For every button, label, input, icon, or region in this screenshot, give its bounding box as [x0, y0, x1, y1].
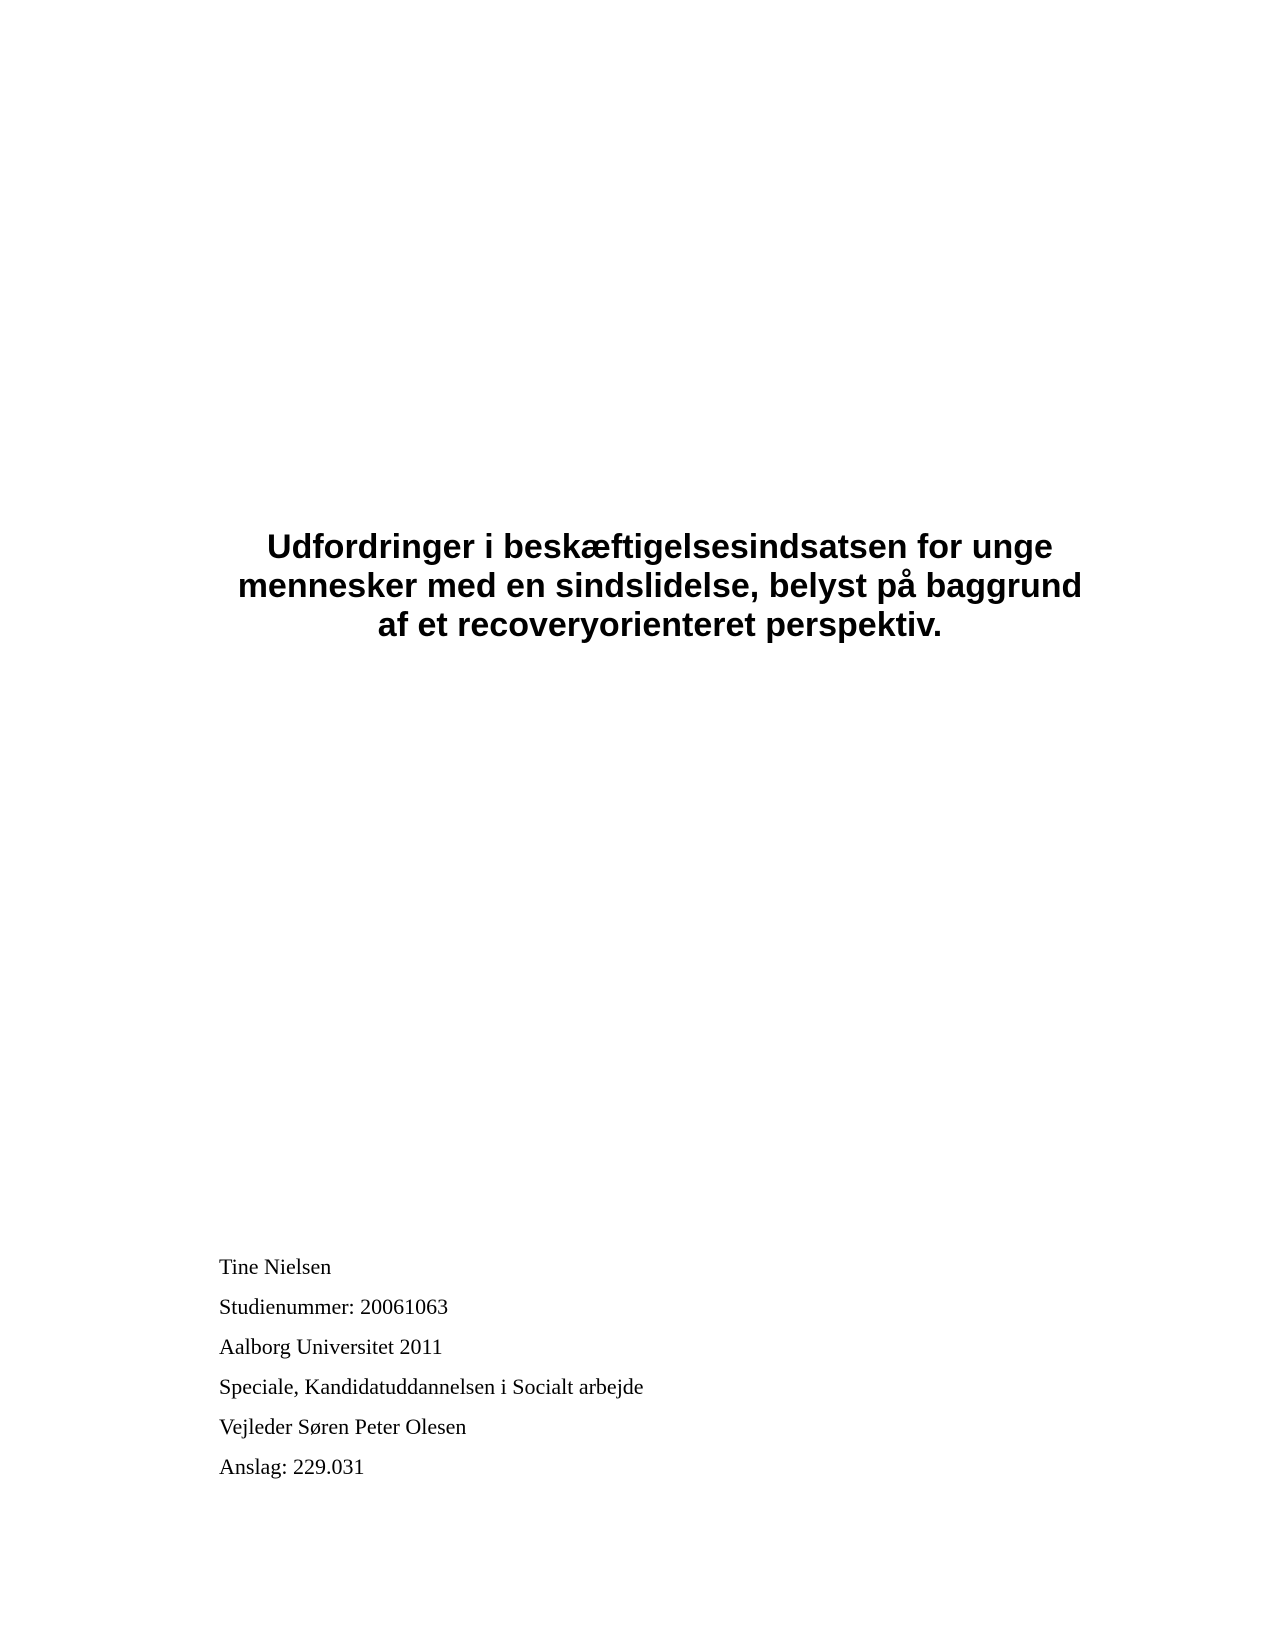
program: Speciale, Kandidatuddannelsen i Socialt arbejde	[219, 1374, 644, 1399]
author-name: Tine Nielsen	[219, 1254, 332, 1279]
title-line-3: af et recoveryorienteret perspektiv.	[377, 606, 943, 644]
document-title	[160, 528, 1160, 645]
supervisor: Vejleder Søren Peter Olesen	[219, 1414, 467, 1439]
title-line-1: Udfordringer i beskæftigelsesindsatsen for unge	[267, 528, 1053, 566]
student-number: Studienummer: 20061063	[219, 1294, 449, 1319]
title-line-2: mennesker med en sindslidelse, belyst på baggrund	[237, 567, 1083, 605]
character-count: Anslag: 229.031	[219, 1454, 365, 1479]
university: Aalborg Universitet 2011	[219, 1334, 443, 1359]
document-metadata	[219, 1247, 644, 1487]
